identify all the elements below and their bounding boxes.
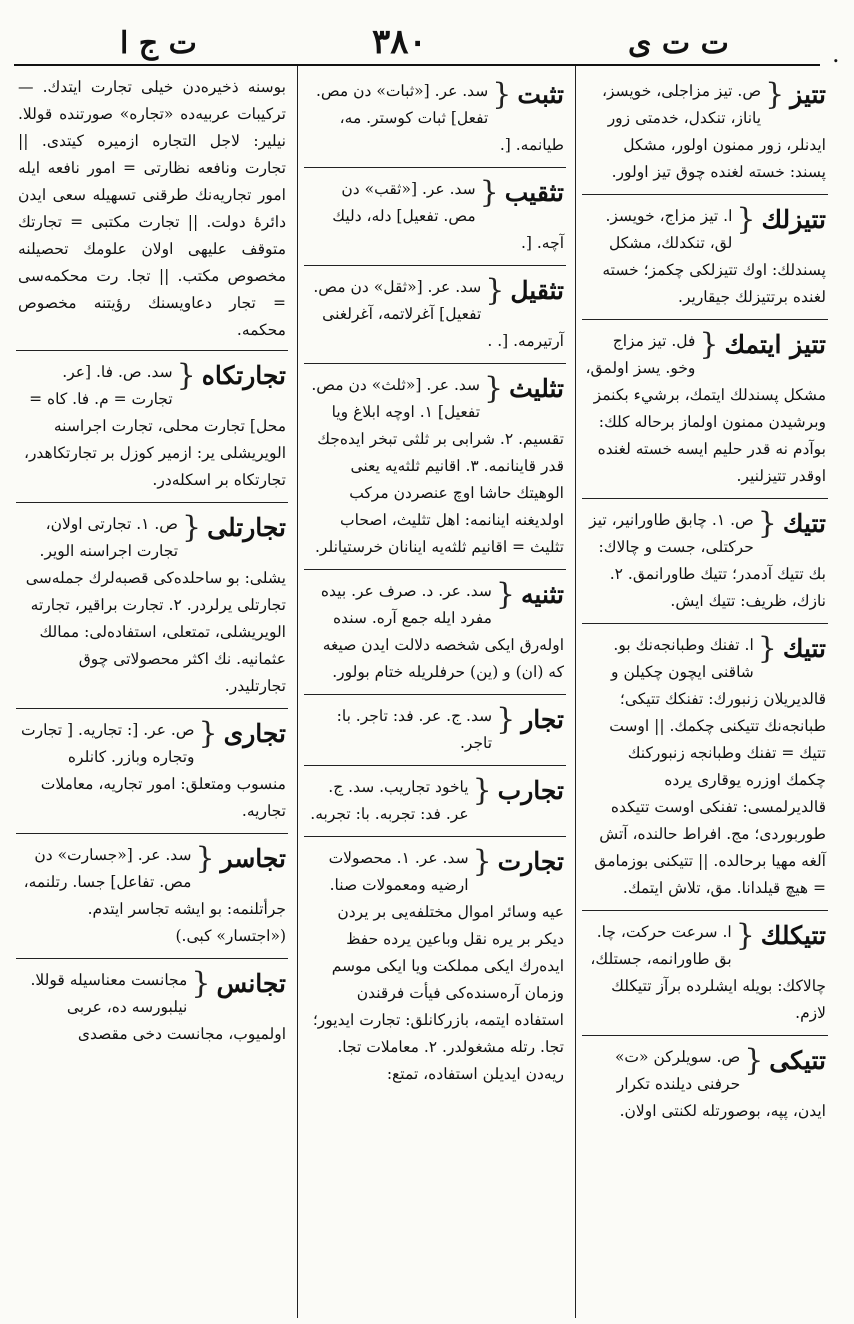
entry-definition: ا. تيز مزاج، خويسز. لق، تنكدلك، مشكل پسندلك: اوك تتيزلكى چكمز؛ خسته لغنده برتتيزلك جيقارير. — [602, 207, 826, 306]
entry-headword: تتيزلك — [761, 205, 826, 234]
header-rule — [14, 64, 820, 66]
entry-headword: تثليث — [509, 374, 564, 403]
dictionary-entry: تجارى { ص. عر. [: تجاريه. [ تجارت وتجاره وبازر. كانلره منسوب ومتعلق: امور تجاريه، معاملات تجاريه. — [16, 713, 288, 834]
dictionary-entry: تجانس { مجانست معناسيله قوللا. نيلبورسه ده، عربى اولميوب، مجانست دخى مقصدى — [30, 966, 286, 1043]
entry-definition: سد. ج. عر. فد: تاجر. با: تاجر. — [336, 707, 493, 752]
entry-headword: تجانس — [216, 969, 286, 998]
column-divider — [297, 66, 298, 1318]
entry-headword: تتيكلك — [760, 921, 826, 950]
entry-definition: ص. ١. چابق طاورانير، تيز حركتلى، جست و چالاك: بك تتيك آدمدر؛ تتيك طاورانمق. ٢. نازك، ظريف: تتيك ايش. — [589, 511, 826, 610]
entry-definition: فل. تيز مزاج وخو. يسز اولمق، مشكل پسندلك ايتمك، برشيء بكنمز وبرشيدن ممنون اولماز برحاله كلك: بوآدم نه قدر حليم ايسه خسته لغنده اوقدر تتيزلنير. — [585, 332, 826, 485]
entry-headword: تتيز ايتمك — [724, 330, 826, 359]
entry-definition: مجانست معناسيله قوللا. نيلبورسه ده، عربى اولميوب، مجانست دخى مقصدى — [30, 971, 286, 1043]
dictionary-entry: تتيكى { ص. سويلركن «ت» حرفنى ديلنده تكرار ايدن، پپه، بوصورتله لكنتى اولان. — [614, 1043, 826, 1120]
dictionary-entry: تجارب { ياخود تجاريب. سد. ج. عر. فد: تجربه. با: تجربه. — [304, 770, 566, 837]
dictionary-entry: تجارتلى { ص. ١. تجارتى اولان، تجارت اجراسنه الوير. يشلى: بو ساحلده‌كى قصبه‌لرك جمله‌سى تجارتلى يرلردر. ٢. تجارت براقير، تجارته الويريشلى، تمتعلى، استفاده‌لى: ممالك عثمانيه. نك اكثر محصولاتى چوق تجارتليدر. — [16, 507, 288, 709]
page-header — [0, 0, 854, 68]
dictionary-entry: تتيزلك { ا. تيز مزاج، خويسز. لق، تنكدلك، مشكل پسندلك: اوك تتيزلكى چكمز؛ خسته لغنده برتتيزلك جيقارير. — [582, 199, 828, 320]
entry-definition: ص. ١. تجارتى اولان، تجارت اجراسنه الوير. يشلى: بو ساحلده‌كى قصبه‌لرك جمله‌سى تجارتلى يرلردر. ٢. تجارت براقير، تجارته الويريشلى، تمتعلى، استفاده‌لى: ممالك عثمانيه. نك اكثر محصولاتى چوق تجارتليدر. — [25, 515, 286, 695]
header-letters-right: ت ت ى — [628, 26, 729, 61]
entry-definition: ا. سرعت حركت، چا. بق طاورانمه، جستلك، چالاكك: بويله ايشلرده برآز تتيكلك لازم. — [590, 923, 826, 1022]
entry-headword: تجارت — [497, 847, 564, 876]
dictionary-entry: تثبت { سد. عر. [«ثبات» دن مص. تفعل] ثبات كوستر. مه، طيانمه. [. — [304, 74, 566, 168]
column-divider — [575, 66, 576, 1318]
entry-definition: ص. تيز مزاجلى، خويسز، ياناز، تنكدل، خدمتى زور ايدنلر، زور ممنون اولور، مشكل پسند: خسته لغنده چوق تيز اولور. — [601, 82, 826, 181]
entry-definition: سد. عر. [«ثقب» دن مص. تفعيل] دله، دليك آچه. [. — [332, 180, 564, 252]
entry-definition: سد. ص. فا. [عر. تجارت = م. فا. كاه = محل] تجارت محلى، تجارت اجراسنه الويريشلى ير: ازمير كوزل بر تجارتكاهدر، تجارتكاه بر اسكله‌در. — [23, 363, 286, 489]
dictionary-entry: تجارتكاه { سد. ص. فا. [عر. تجارت = م. فا. كاه = محل] تجارت محلى، تجارت اجراسنه الويريشلى ير: ازمير كوزل بر تجارتكاهدر، تجارتكاه بر اسكله‌در. — [16, 355, 288, 503]
entry-headword: تثقيل — [510, 276, 564, 305]
entry-headword: تثبت — [517, 80, 564, 109]
column-right — [582, 74, 828, 1314]
entry-definition: سد. عر. [«ثبات» دن مص. تفعل] ثبات كوستر. مه، طيانمه. [. — [315, 82, 564, 154]
entry-definition: ياخود تجاريب. سد. ج. عر. فد: تجربه. با: تجربه. — [310, 778, 469, 823]
entry-headword: تتيك — [782, 634, 826, 663]
entry-definition: ص. سويلركن «ت» حرفنى ديلنده تكرار ايدن، پپه، بوصورتله لكنتى اولان. — [614, 1048, 826, 1120]
dictionary-entry: تتيك { ص. ١. چابق طاورانير، تيز حركتلى، جست و چالاك: بك تتيك آدمدر؛ تتيك طاورانمق. ٢. نازك، ظريف: تتيك ايش. — [582, 503, 828, 624]
entry-headword: تثنيه — [521, 580, 564, 609]
entry-headword: تجارى — [223, 719, 286, 748]
dictionary-entry: تتيز { ص. تيز مزاجلى، خويسز، ياناز، تنكدل، خدمتى زور ايدنلر، زور ممنون اولور، مشكل پسند: خسته لغنده چوق تيز اولور. — [582, 74, 828, 195]
column-middle — [304, 74, 566, 1314]
page-number: ٣٨٠ — [372, 22, 427, 62]
entry-continuation: بوسنه ذخيره‌دن خيلى تجارت ايتدك. — تركيبات عربيه‌ده «تجاره» صورتنده قوللا. نيلير: لاجل التجاره ازميره كيتدى. || تجارت ونافعه نظارتى = امور نافعه ايله امور تجاريه‌نك طرقنى تسهيله سعى ايدن دائرهٔ دولت. || تجارت مكتبى = تجارتك متوقف عليهى اولان علومك تحصيلنه مخصوص مكتب. || تجا. رت محكمه‌سى = تجار دعاويسنك رؤيتنه مخصوص محكمه. — [16, 74, 288, 351]
entry-headword: تجار — [521, 705, 564, 734]
dictionary-entry: تجاسر { سد. عر. [«جسارت» دن مص. تفاعل] جسا. رتلنمه، جرأتلنمه: بو ايشه تجاسر ايتدم. («اجتسار» كبى.) — [16, 838, 288, 959]
dictionary-entry: تتيكلك { ا. سرعت حركت، چا. بق طاورانمه، جستلك، چالاكك: بويله ايشلرده برآز تتيكلك لازم. — [582, 915, 828, 1036]
dictionary-entry: تثقيب { سد. عر. [«ثقب» دن مص. تفعيل] دله، دليك آچه. [. — [304, 172, 566, 266]
entry-headword: تجارب — [497, 776, 564, 805]
entry-headword: تثقيب — [504, 178, 564, 207]
entry-definition: سد. عر. [«ثلث» دن مص. تفعيل] ١. اوچه ابلاغ ويا تقسيم. ٢. شرابى بر ثلثى تبخر ايده‌جك قدر قاينانمه. ٣. اقانيم ثلثه‌يه يعنى الوهيتك حاشا اوچ عنصردن مركب اولديغنه اينانمه: اهل تثليث، اصحاب تثليث = اقانيم ثلثه‌يه اينانان خرستيانلر. — [311, 376, 564, 556]
entry-headword: تجارتلى — [207, 513, 286, 542]
column-left — [16, 74, 288, 1314]
dictionary-entry: تثنيه { سد. عر. د. صرف عر. بيده مفرد ايله جمع آره. سنده اوله‌رق ايكى شخصه دلالت ايدن صيغه كه (ان) و (ين) حرفلريله ختام بولور. — [304, 574, 566, 695]
entry-headword: تتيز — [790, 80, 826, 109]
dictionary-entry: تجارت { سد. عر. ١. محصولات ارضيه ومعمولات صنا. عيه وسائر اموال مختلفه‌يى بر يردن ديكر بر يره نقل وباعين يرده حفظ ايده‌رك ايكى مملكت ويا ايكى موسم وزمان آره‌سنده‌كى فيأت فرقندن استفاده ايتمه، بازركانلق: تجارت ايديور؛ تجا. رتله مشغولدر. ٢. معاملات تجا. ريه‌دن ايديلن استفاده، تمتع: — [312, 844, 564, 1083]
entry-definition: سد. عر. [«ثقل» دن مص. تفعيل] آغرلاتمه، آغرلغنى آرتيرمه. [. . — [313, 278, 564, 350]
entry-definition: ا. تفنك وطبانجه‌نك بو. شاقنى ايچون چكيلن و قالديريلان زنبورك: تفنكك تتيكى؛ طبانجه‌نك تتيكنى چكمك. || اوست تتيك = تفنك وطبانجه زنبوركنك چكمك اوزره يوقارى يرده قالديرلمسى: تفنكى اوست تتيكده طوربوردى؛ مج. افراط حالنده، آتش آلغه مهيا برحالده. || تتيكنى بوزمامق = هيچ قيلدانا. مق، تلاش ايتمك. — [594, 636, 826, 897]
entry-headword: تجارتكاه — [201, 361, 286, 390]
entry-definition: سد. عر. د. صرف عر. بيده مفرد ايله جمع آره. سنده اوله‌رق ايكى شخصه دلالت ايدن صيغه كه (ان) و (ين) حرفلريله ختام بولور. — [320, 582, 564, 681]
entry-definition: ص. عر. [: تجاريه. [ تجارت وتجاره وبازر. كانلره منسوب ومتعلق: امور تجاريه، معاملات تجاريه. — [21, 721, 286, 820]
header-mark: . — [832, 40, 840, 68]
entry-headword: تتيك — [782, 509, 826, 538]
entry-headword: تجاسر — [220, 844, 286, 873]
dictionary-entry: تتيك { ا. تفنك وطبانجه‌نك بو. شاقنى ايچون چكيلن و قالديريلان زنبورك: تفنكك تتيكى؛ طبانجه‌نك تتيكنى چكمك. || اوست تتيك = تفنك وطبانجه زنبوركنك چكمك اوزره يوقارى يرده قالديرلمسى: تفنكى اوست تتيكده طوربوردى؛ مج. افراط حالنده، آتش آلغه مهيا برحالده. || تتيكنى بوزمامق = هيچ قيلدانا. مق، تلاش ايتمك. — [582, 628, 828, 911]
dictionary-entry: تثقيل { سد. عر. [«ثقل» دن مص. تفعيل] آغرلاتمه، آغرلغنى آرتيرمه. [. . — [304, 270, 566, 364]
dictionary-entry: تثليث { سد. عر. [«ثلث» دن مص. تفعيل] ١. اوچه ابلاغ ويا تقسيم. ٢. شرابى بر ثلثى تبخر ايده‌جك قدر قاينانمه. ٣. اقانيم ثلثه‌يه يعنى الوهيتك حاشا اوچ عنصردن مركب اولديغنه اينانمه: اهل تثليث، اصحاب تثليث = اقانيم ثلثه‌يه اينانان خرستيانلر. — [304, 368, 566, 570]
entry-definition: سد. عر. ١. محصولات ارضيه ومعمولات صنا. عيه وسائر اموال مختلفه‌يى بر يردن ديكر بر يره نقل وباعين يرده حفظ ايده‌رك ايكى مملكت ويا ايكى موسم وزمان آره‌سنده‌كى فيأت فرقندن استفاده ايتمه، بازركانلق: تجارت ايديور؛ تجا. رتله مشغولدر. ٢. معاملات تجا. ريه‌دن ايديلن استفاده، تمتع: — [312, 849, 564, 1083]
dictionary-entry: تجار { سد. ج. عر. فد: تاجر. با: تاجر. — [304, 699, 566, 766]
dictionary-entry: تتيز ايتمك { فل. تيز مزاج وخو. يسز اولمق، مشكل پسندلك ايتمك، برشيء بكنمز وبرشيدن ممنون اولماز برحاله كلك: بوآدم نه قدر حليم ايسه خسته لغنده اوقدر تتيزلنير. — [582, 324, 828, 499]
entry-definition: سد. عر. [«جسارت» دن مص. تفاعل] جسا. رتلنمه، جرأتلنمه: بو ايشه تجاسر ايتدم. («اجتسار» كبى.) — [23, 846, 286, 945]
entry-headword: تتيكى — [769, 1046, 826, 1075]
header-letters-left: ت ج ا — [120, 26, 197, 61]
